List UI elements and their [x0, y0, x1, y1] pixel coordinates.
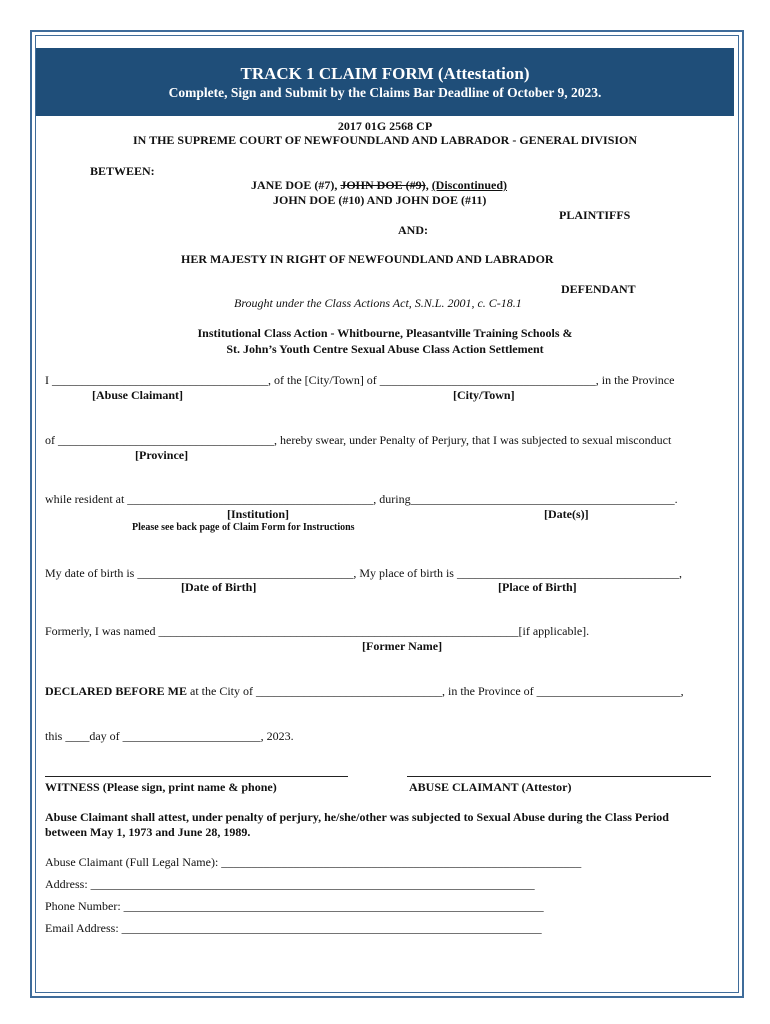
- claimant-name-line[interactable]: I ____________________________________, of the [City/Town] of ____________________________________, in the Province: [45, 373, 675, 387]
- label-institution: [Institution]: [227, 507, 290, 521]
- witness-label: WITNESS (Please sign, print name & phone): [45, 780, 277, 794]
- address-field[interactable]: Address: __________________________________________________________________________: [45, 877, 535, 891]
- between-label: BETWEEN:: [90, 164, 155, 178]
- plaintiffs-label: PLAINTIFFS: [559, 208, 631, 222]
- label-dates: [Date(s)]: [544, 507, 589, 521]
- plaintiff-line-2: JOHN DOE (#10) AND JOHN DOE (#11): [273, 193, 487, 207]
- declared-line[interactable]: [45, 684, 684, 699]
- form-subtitle: Complete, Sign and Submit by the Claims Bar Deadline of October 9, 2023.: [168, 85, 602, 100]
- former-name-line[interactable]: Formerly, I was named ____________________________________________________________[if applicable].: [45, 624, 590, 638]
- and-label: AND:: [398, 223, 428, 237]
- province-line[interactable]: of ____________________________________, hereby swear, under Penalty of Perjury, that I was subjected to sexual misconduct: [45, 433, 672, 447]
- birth-line[interactable]: My date of birth is ____________________________________, My place of birth is _____________________________________,: [45, 566, 682, 580]
- plaintiff-line-1: [251, 178, 507, 193]
- phone-field[interactable]: Phone Number: ______________________________________________________________________: [45, 899, 544, 913]
- plaintiff-jane-doe: JANE DOE (#7),: [251, 178, 341, 192]
- discontinued-note: (Discontinued): [431, 178, 508, 192]
- declared-rest: at the City of _______________________________, in the Province of ________________________,: [187, 684, 684, 698]
- attestation-text-1: Abuse Claimant shall attest, under penalty of perjury, he/she/other was subjected to Sexual Abuse during the Class Period: [45, 810, 669, 824]
- label-abuse-claimant: [Abuse Claimant]: [92, 388, 184, 402]
- form-title: TRACK 1 CLAIM FORM (Attestation): [240, 64, 530, 83]
- claimant-label: ABUSE CLAIMANT (Attestor): [409, 780, 572, 794]
- institution-line[interactable]: while resident at _________________________________________, during____________________________________________.: [45, 492, 678, 506]
- title-banner: [36, 48, 734, 116]
- label-former-name: [Former Name]: [362, 639, 443, 653]
- plaintiff-sep: ,: [425, 178, 432, 192]
- defendant-label: DEFENDANT: [561, 282, 636, 296]
- label-date-of-birth: [Date of Birth]: [181, 580, 257, 594]
- label-city-town: [City/Town]: [453, 388, 515, 402]
- label-province: [Province]: [135, 448, 189, 462]
- plaintiff-struck: JOHN DOE (#9): [340, 178, 426, 192]
- action-title-1: Institutional Class Action - Whitbourne, Pleasantville Training Schools &: [197, 326, 573, 340]
- label-place-of-birth: [Place of Birth]: [498, 580, 577, 594]
- action-title-2: St. John’s Youth Centre Sexual Abuse Class Action Settlement: [226, 342, 544, 356]
- court-name: IN THE SUPREME COURT OF NEWFOUNDLAND AND LABRADOR - GENERAL DIVISION: [132, 133, 638, 147]
- class-actions-act: Brought under the Class Actions Act, S.N.L. 2001, c. C-18.1: [234, 296, 522, 310]
- claimant-signature-line[interactable]: [407, 776, 711, 777]
- defendant-name: HER MAJESTY IN RIGHT OF NEWFOUNDLAND AND LABRADOR: [181, 252, 554, 266]
- date-line[interactable]: this ____day of _______________________, 2023.: [45, 729, 294, 743]
- court-file-number: 2017 01G 2568 CP: [337, 119, 433, 133]
- instructions-note: Please see back page of Claim Form for Instructions: [132, 522, 355, 533]
- witness-signature-line[interactable]: [45, 776, 348, 777]
- full-legal-name-field[interactable]: Abuse Claimant (Full Legal Name): ____________________________________________________________: [45, 855, 582, 869]
- attestation-text-2: between May 1, 1973 and June 28, 1989.: [45, 825, 251, 839]
- declared-before-me: DECLARED BEFORE ME: [45, 684, 188, 698]
- email-field[interactable]: Email Address: ______________________________________________________________________: [45, 921, 542, 935]
